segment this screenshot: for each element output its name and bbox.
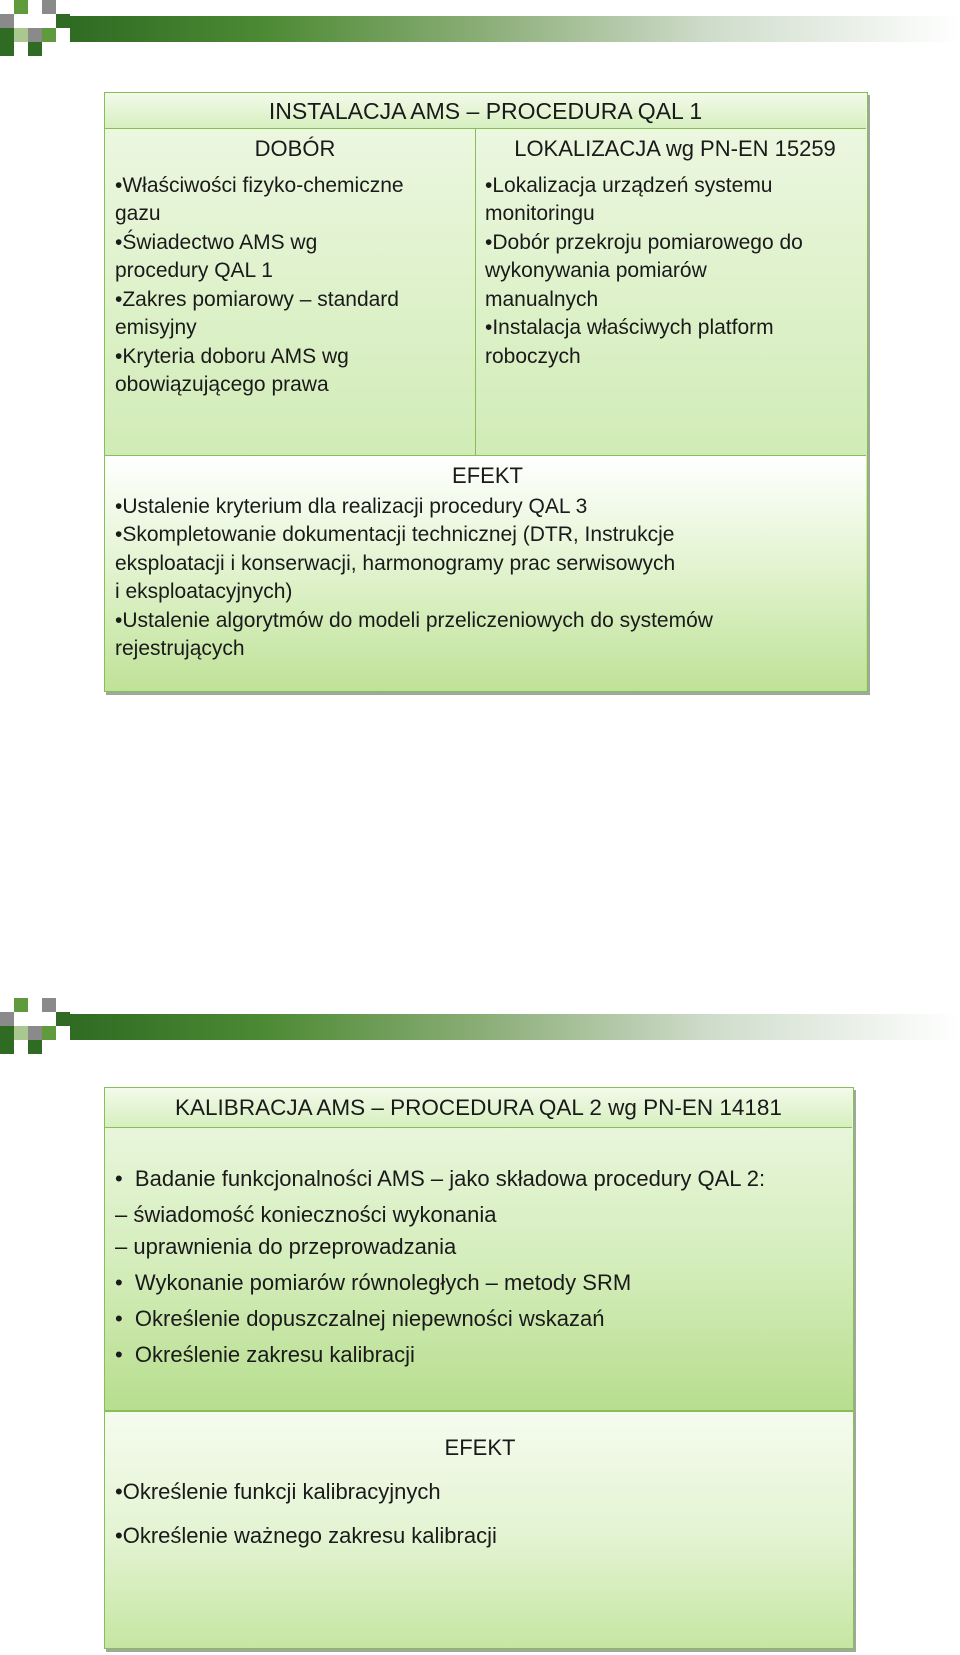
decor-square xyxy=(28,1026,42,1040)
effect-line: •Określenie funkcji kalibracyjnych xyxy=(115,1479,441,1504)
lokalizacja-column xyxy=(485,135,865,371)
decor-square xyxy=(28,28,42,42)
header-gradient-bar xyxy=(70,1014,960,1040)
decor-square xyxy=(42,0,56,14)
dobor-column xyxy=(115,135,475,400)
calibration-item: • Określenie zakresu kalibracji xyxy=(115,1342,415,1367)
effect-line: •Skompletowanie dokumentacji technicznej (DTR, Instrukcje xyxy=(115,523,675,546)
calibration-subitem: – świadomość konieczności wykonania xyxy=(115,1202,497,1227)
decor-square xyxy=(14,1026,28,1040)
slide2-items xyxy=(115,1163,845,1371)
slide1-effect-text xyxy=(115,462,860,664)
dobor-line: obowiązującego prawa xyxy=(115,373,329,396)
decor-square xyxy=(28,1012,42,1026)
slide1-effect-section xyxy=(105,455,866,691)
lokalizacja-line: •Lokalizacja urządzeń systemu xyxy=(485,173,773,197)
dobor-line: gazu xyxy=(115,202,161,225)
lokalizacja-line: •Instalacja właściwych platform xyxy=(485,316,774,339)
decor-square xyxy=(42,28,56,42)
dobor-line: emisyjny xyxy=(115,316,197,339)
lokalizacja-line: roboczych xyxy=(485,344,581,368)
dobor-line: •Właściwości fizyko-chemiczne xyxy=(115,173,404,197)
dobor-line: •Świadectwo AMS wg xyxy=(115,230,318,254)
decor-square xyxy=(28,1040,42,1054)
slide2-card xyxy=(104,1087,854,1411)
slide2-title: KALIBRACJA AMS – PROCEDURA QAL 2 wg PN-EN 14181 xyxy=(105,1088,852,1128)
header-gradient-bar xyxy=(70,16,960,42)
decor-square xyxy=(28,14,42,28)
decor-square xyxy=(56,1012,70,1026)
dobor-line: •Kryteria doboru AMS wg xyxy=(115,344,349,368)
slide1-title: INSTALACJA AMS – PROCEDURA QAL 1 xyxy=(105,93,866,129)
effect-line: •Ustalenie kryterium dla realizacji procedury QAL 3 xyxy=(115,494,588,518)
decor-square xyxy=(14,28,28,42)
calibration-item: • Określenie dopuszczalnej niepewności wskazań xyxy=(115,1306,605,1331)
decor-square xyxy=(42,998,56,1012)
calibration-item: • Badanie funkcjonalności AMS – jako składowa procedury QAL 2: xyxy=(115,1166,766,1191)
slide2-effect-card xyxy=(104,1411,854,1649)
lokalizacja-line: monitoringu xyxy=(485,202,595,225)
decor-square xyxy=(0,1012,14,1026)
effect-line: eksploatacji i konserwacji, harmonogramy prac serwisowych xyxy=(115,551,676,575)
decor-square xyxy=(28,42,42,56)
slide2-effect-header: EFEKT xyxy=(444,1435,516,1460)
dobor-header: DOBÓR xyxy=(254,136,336,161)
decor-square xyxy=(14,998,28,1012)
calibration-subitem: – uprawnienia do przeprowadzania xyxy=(115,1234,457,1259)
lokalizacja-line: manualnych xyxy=(485,287,599,311)
slide-header-decoration xyxy=(0,998,960,1060)
slide2-effect-text xyxy=(115,1426,845,1558)
decor-square xyxy=(0,28,14,56)
lokalizacja-line: wykonywania pomiarów xyxy=(485,259,707,282)
effect-line: i eksploatacyjnych) xyxy=(115,580,293,603)
slide-header-decoration xyxy=(0,0,960,62)
decor-square xyxy=(0,1026,14,1054)
decor-square xyxy=(14,0,28,14)
column-divider xyxy=(475,129,476,455)
effect-line: •Ustalenie algorytmów do modeli przeliczeniowych do systemów xyxy=(115,608,713,632)
lokalizacja-header: LOKALIZACJA wg PN-EN 15259 xyxy=(514,136,836,161)
lokalizacja-line: •Dobór przekroju pomiarowego do xyxy=(485,230,803,254)
decor-square xyxy=(56,14,70,28)
decor-square xyxy=(42,1026,56,1040)
effect-line: •Określenie ważnego zakresu kalibracji xyxy=(115,1523,497,1548)
slide1-effect-header: EFEKT xyxy=(452,463,523,488)
effect-line: rejestrujących xyxy=(115,637,245,660)
dobor-line: •Zakres pomiarowy – standard xyxy=(115,287,399,311)
slide1-card xyxy=(104,92,868,692)
dobor-line: procedury QAL 1 xyxy=(115,259,273,282)
calibration-item: • Wykonanie pomiarów równoległych – metody SRM xyxy=(115,1270,632,1295)
decor-square xyxy=(0,14,14,28)
